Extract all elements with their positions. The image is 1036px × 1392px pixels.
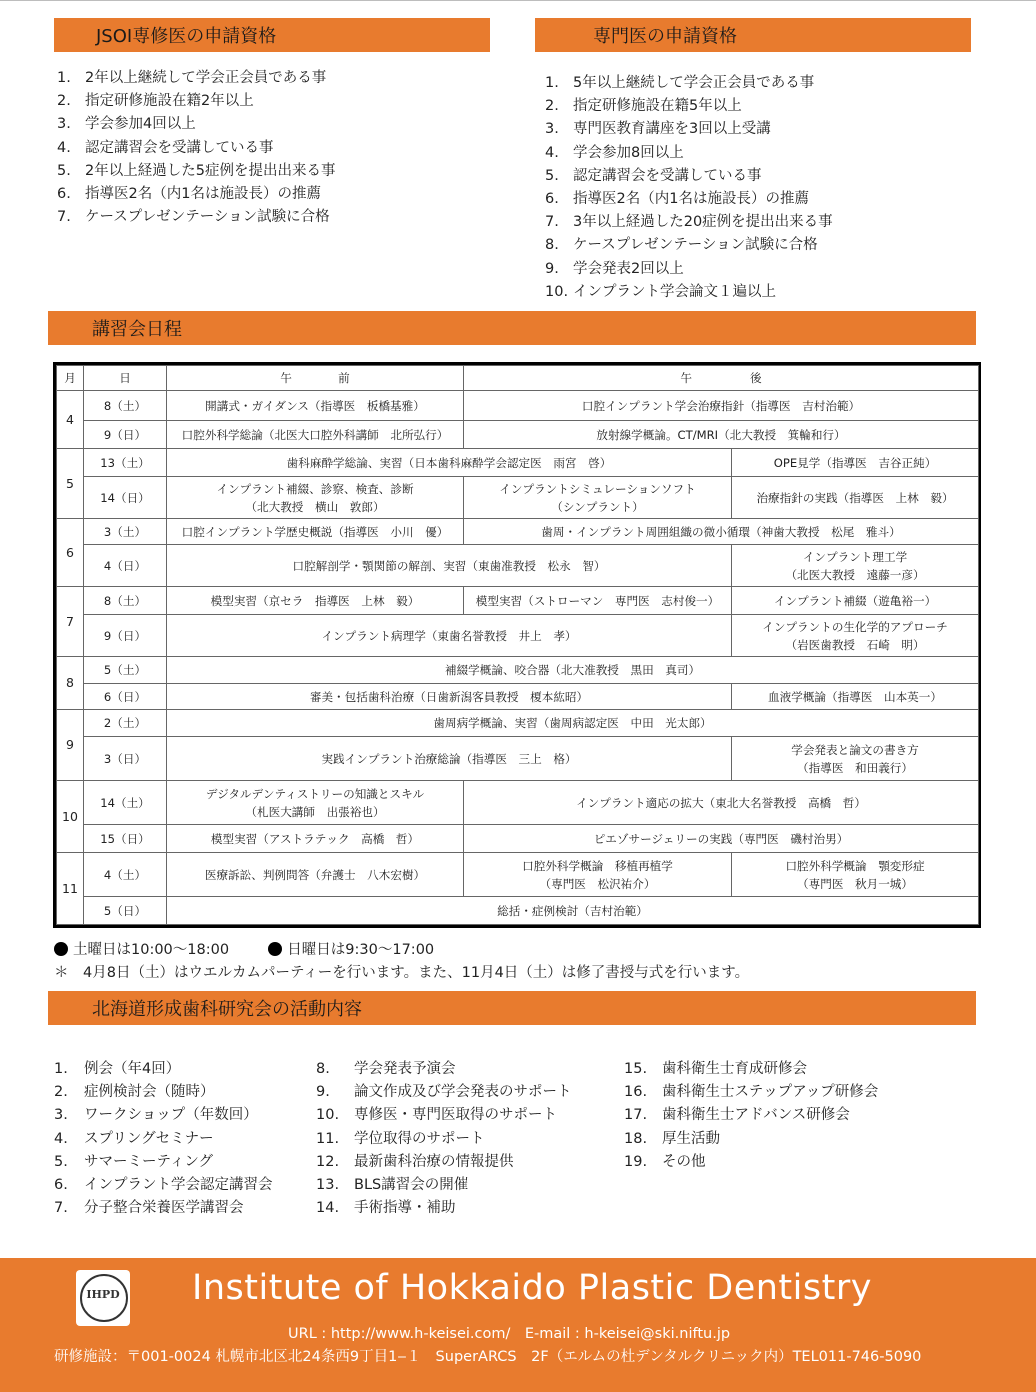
filled-circle-icon — [54, 942, 68, 956]
activity-list-col3 — [624, 1058, 878, 1174]
ihpd-logo — [76, 1270, 130, 1326]
list-item: 8. ケースプレゼンテーション試験に合格 — [545, 237, 818, 254]
saturday-hours: 土曜日は10:00～18:00 — [73, 942, 230, 958]
list-item: 5. サマーミーティング — [54, 1153, 214, 1170]
logo-text: IHPD — [86, 1288, 120, 1301]
list-item: 19. その他 — [624, 1153, 706, 1170]
table-row — [57, 449, 979, 477]
senmon-requirements-list — [545, 72, 833, 304]
month-cell: 5 — [57, 449, 84, 519]
list-item: 7. 分子整合栄養医学講習会 — [54, 1200, 244, 1217]
list-item: 13. BLS講習会の開催 — [316, 1176, 469, 1193]
filled-circle-icon — [268, 942, 282, 956]
event-note: ＊ 4月8日（土）はウエルカムパーティーを行います。また、11月4日（土）は修了書授与式を行います。 — [54, 965, 750, 981]
day-cell: 3（日） — [84, 737, 167, 781]
am-cell: 医療訴訟、判例問答（弁護士 八木宏樹） — [167, 853, 464, 897]
list-item: 4. 学会参加8回以上 — [545, 144, 684, 161]
list-item: 4. 認定講習会を受講している事 — [57, 139, 274, 156]
list-item: 3. ワークショップ（年数回） — [54, 1107, 258, 1124]
jsoi-section-header — [54, 18, 490, 52]
table-row — [57, 684, 979, 710]
right-cell: 血液学概論（指導医 山本英一） — [732, 684, 979, 710]
list-item: 6. インプラント学会認定講習会 — [54, 1176, 273, 1193]
day-cell: 8（土） — [84, 587, 167, 615]
mid-cell: 口腔外科学概論 移植再植学 （専門医 松沢祐介） — [464, 853, 732, 897]
table-row — [57, 853, 979, 897]
table-row — [57, 391, 979, 421]
table-row — [57, 737, 979, 781]
right-cell: インプラント理工学 （北医大教授 遠藤一彦） — [732, 545, 979, 587]
right-cell: 学会発表と論文の書き方 （指導医 和田義行） — [732, 737, 979, 781]
hours-note — [54, 938, 434, 959]
day-cell: 2（土） — [84, 710, 167, 737]
list-item: 15. 歯科衛生士育成研修会 — [624, 1061, 807, 1077]
list-item: 6. 指導医2名（内1名は施設長）の推薦 — [57, 185, 321, 202]
activity-list-col1 — [54, 1058, 273, 1220]
activity-section-title: 北海道形成歯科研究会の活動内容 — [92, 999, 362, 1020]
am-cell: 口腔外科学総論（北医大口腔外科講師 北所弘行） — [167, 421, 464, 449]
senmon-section-title: 専門医の申請資格 — [593, 26, 737, 47]
day-cell: 9（日） — [84, 615, 167, 657]
am-cell: 口腔インプラント学歴史概説（指導医 小川 優） — [167, 519, 464, 545]
table-row — [57, 657, 979, 684]
list-item: 7. ケースプレゼンテーション試験に合格 — [57, 209, 330, 226]
list-item: 10. 専修医・専門医取得のサポート — [316, 1107, 557, 1124]
schedule-table — [56, 365, 979, 925]
list-item: 5. 認定講習会を受講している事 — [545, 167, 762, 184]
list-item: 8. 学会発表予演会 — [316, 1061, 456, 1077]
table-row — [57, 615, 979, 657]
month-cell: 9 — [57, 710, 84, 781]
list-item: 2. 指定研修施設在籍5年以上 — [545, 98, 742, 115]
month-cell: 8 — [57, 657, 84, 710]
am-cell: デジタルデンティストリーの知識とスキル （札医大講師 出張裕也） — [167, 781, 464, 825]
month-cell: 7 — [57, 587, 84, 657]
list-item: 1. 5年以上継続して学会正会員である事 — [545, 75, 815, 91]
right-cell: 口腔外科学概論 顎変形症 （専門医 秋月一城） — [732, 853, 979, 897]
activity-section-header — [48, 991, 976, 1025]
main-cell: 歯科麻酔学総論、実習（日本歯科麻酔学会認定医 雨宮 啓） — [167, 449, 732, 477]
right-cell: 治療指針の実践（指導医 上林 毅） — [732, 477, 979, 519]
table-row — [57, 897, 979, 925]
list-item: 12. 最新歯科治療の情報提供 — [316, 1153, 514, 1170]
activity-list-col2 — [316, 1058, 572, 1220]
main-cell: 総括・症例検討（吉村治範） — [167, 897, 979, 925]
am-cell: インプラント補綴、診察、検査、診断 （北大教授 横山 敦郎） — [167, 477, 464, 519]
day-cell: 9（日） — [84, 421, 167, 449]
table-row — [57, 421, 979, 449]
table-row — [57, 519, 979, 545]
month-cell: 11 — [57, 853, 84, 925]
footer — [0, 1258, 1036, 1392]
day-cell: 8（土） — [84, 391, 167, 421]
mid-cell: インプラントシミュレーションソフト （シンプラント） — [464, 477, 732, 519]
list-item: 16. 歯科衛生士ステップアップ研修会 — [624, 1084, 879, 1101]
pm-cell: ピエゾサージェリーの実践（専門医 磯村治男） — [464, 825, 979, 853]
list-item: 4. スプリングセミナー — [54, 1130, 214, 1147]
jsoi-requirements-list — [57, 67, 335, 229]
main-cell: インプラント病理学（東歯名誉教授 井上 孝） — [167, 615, 732, 657]
list-item: 14. 手術指導・補助 — [316, 1200, 456, 1217]
table-row — [57, 587, 979, 615]
list-item: 10. インプラント学会論文１遍以上 — [545, 283, 776, 300]
right-cell: OPE見学（指導医 吉谷正純） — [732, 449, 979, 477]
table-row — [57, 545, 979, 587]
right-cell: インプラント補綴（遊亀裕一） — [732, 587, 979, 615]
right-cell: インプラントの生化学的アプローチ （岩医歯教授 石崎 明） — [732, 615, 979, 657]
schedule-section-title: 講習会日程 — [92, 319, 182, 340]
address-line: 研修施設：〒001-0024 札幌市北区北24条西9丁目1‒１ SuperARCS 2F（エルムの杜デンタルクリニック内）TEL011-746-5090 — [54, 1349, 922, 1365]
day-cell: 5（日） — [84, 897, 167, 925]
month-cell: 10 — [57, 781, 84, 853]
header-day: 日 — [84, 366, 167, 391]
top-rule — [0, 0, 1036, 1]
list-item: 5. 2年以上経過した5症例を提出出来る事 — [57, 162, 336, 179]
pm-cell: 口腔インプラント学会治療指針（指導医 吉村治範） — [464, 391, 979, 421]
month-cell: 6 — [57, 519, 84, 587]
header-pm: 午 後 — [464, 366, 979, 391]
list-item: 1. 2年以上継続して学会正会員である事 — [57, 70, 327, 86]
am-cell: 模型実習（京セラ 指導医 上林 毅） — [167, 587, 464, 615]
day-cell: 14（日） — [84, 477, 167, 519]
table-row — [57, 477, 979, 519]
list-item: 2. 症例検討会（随時） — [54, 1084, 215, 1101]
main-cell: 口腔解剖学・顎関節の解剖、実習（東歯准教授 松永 智） — [167, 545, 732, 587]
month-cell: 4 — [57, 391, 84, 449]
pm-cell: インプラント適応の拡大（東北大名誉教授 高橋 哲） — [464, 781, 979, 825]
list-item: 6. 指導医2名（内1名は施設長）の推薦 — [545, 190, 809, 207]
day-cell: 6（日） — [84, 684, 167, 710]
table-row — [57, 781, 979, 825]
pm-cell: 放射線学概論。CT/MRI（北大教授 箕輪和行） — [464, 421, 979, 449]
table-header-row — [57, 366, 979, 391]
institute-title: Institute of Hokkaido Plastic Dentistry — [192, 1268, 872, 1308]
day-cell: 15（日） — [84, 825, 167, 853]
day-cell: 3（土） — [84, 519, 167, 545]
list-item: 11. 学位取得のサポート — [316, 1130, 485, 1147]
list-item: 9. 学会発表2回以上 — [545, 260, 684, 277]
list-item: 3. 学会参加4回以上 — [57, 116, 196, 133]
list-item: 7. 3年以上経過した20症例を提出出来る事 — [545, 214, 833, 231]
mid-cell: 模型実習（ストローマン 専門医 志村俊一） — [464, 587, 732, 615]
contact-line: URL : http://www.h-keisei.com/ E-mail : h-keisei@ski.niftu.jp — [288, 1326, 731, 1342]
list-item: 18. 厚生活動 — [624, 1130, 720, 1147]
full-cell: 補綴学概論、咬合器（北大准教授 黒田 真司） — [167, 657, 979, 684]
jsoi-section-title: JSOI専修医の申請資格 — [96, 26, 277, 47]
day-cell: 13（土） — [84, 449, 167, 477]
list-item: 9. 論文作成及び学会発表のサポート — [316, 1084, 572, 1101]
list-item: 17. 歯科衛生士アドバンス研修会 — [624, 1107, 850, 1124]
sunday-hours: 日曜日は9:30～17:00 — [287, 942, 435, 958]
list-item: 3. 専門医教育講座を3回以上受講 — [545, 121, 771, 138]
senmon-section-header — [535, 18, 971, 52]
pm-cell: 歯周・インプラント周囲組織の微小循環（神歯大教授 松尾 雅斗） — [464, 519, 979, 545]
schedule-table-frame — [53, 362, 981, 928]
table-row — [57, 710, 979, 737]
header-am: 午 前 — [167, 366, 464, 391]
list-item: 1. 例会（年4回） — [54, 1061, 181, 1077]
day-cell: 14（土） — [84, 781, 167, 825]
day-cell: 5（土） — [84, 657, 167, 684]
schedule-section-header — [48, 311, 976, 345]
list-item: 2. 指定研修施設在籍2年以上 — [57, 93, 254, 110]
am-cell: 模型実習（アストラテック 高橋 哲） — [167, 825, 464, 853]
day-cell: 4（日） — [84, 545, 167, 587]
header-month: 月 — [57, 366, 84, 391]
table-row — [57, 825, 979, 853]
day-cell: 4（土） — [84, 853, 167, 897]
full-cell: 歯周病学概論、実習（歯周病認定医 中田 光太郎） — [167, 710, 979, 737]
am-cell: 開講式・ガイダンス（指導医 板橋基雅） — [167, 391, 464, 421]
main-cell: 審美・包括歯科治療（日歯新潟客員教授 榎本紘昭） — [167, 684, 732, 710]
main-cell: 実践インプラント治療総論（指導医 三上 格） — [167, 737, 732, 781]
